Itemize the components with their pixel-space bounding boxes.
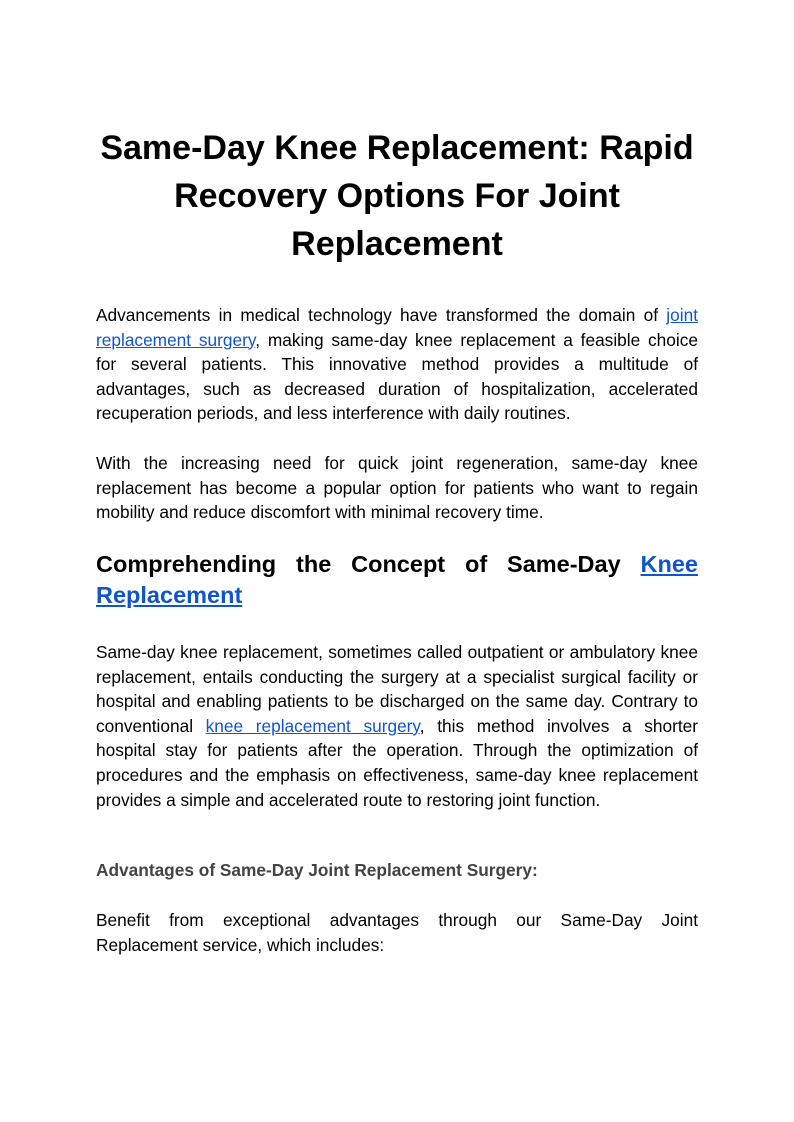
intro-text-before-link: Advancements in medical technology have transformed the domain of <box>96 305 667 325</box>
concept-paragraph <box>96 640 698 812</box>
knee-replacement-surgery-link[interactable]: knee replacement surgery <box>205 715 420 736</box>
joint-replacement-surgery-link[interactable]: joint replacement surgery <box>96 305 698 350</box>
section-heading-concept <box>96 549 698 611</box>
section-heading-text: Comprehending the Concept of Same-Day <box>96 551 641 577</box>
page-title: Same-Day Knee Replacement: Rapid Recovery Options For Joint Replacement <box>100 129 694 263</box>
demand-paragraph: With the increasing need for quick joint regeneration, same-day knee replacement has become a popular option for patients who want to regain mobility and reduce discomfort with minimal recovery time. <box>96 453 698 523</box>
benefit-paragraph: Benefit from exceptional advantages through our Same-Day Joint Replacement service, which includes: <box>96 910 698 955</box>
intro-paragraph <box>96 303 698 426</box>
concept-text-before-link: Same-day knee replacement, sometimes called outpatient or ambulatory knee replacement, entails conducting the surgery at a specialist surgical facility or hospital and enabling patients to be discharged on the same day. Contrary to conventional <box>96 642 698 736</box>
advantages-subheading: Advantages of Same-Day Joint Replacement Surgery: <box>96 860 538 880</box>
intro-text-after-link: , making same-day knee replacement a feasible choice for several patients. This innovative method provides a multitude of advantages, such as decreased duration of hospitalization, accelerated recuperation periods, and less interference with daily routines. <box>96 329 698 424</box>
concept-text-after-link: , this method involves a shorter hospital stay for patients after the operation. Through the optimization of procedures and the emphasis on effectiveness, same-day knee replacement provides a simple and accelerated route to restoring joint function. <box>96 715 699 810</box>
knee-replacement-link[interactable]: Knee Replacement <box>96 551 698 608</box>
